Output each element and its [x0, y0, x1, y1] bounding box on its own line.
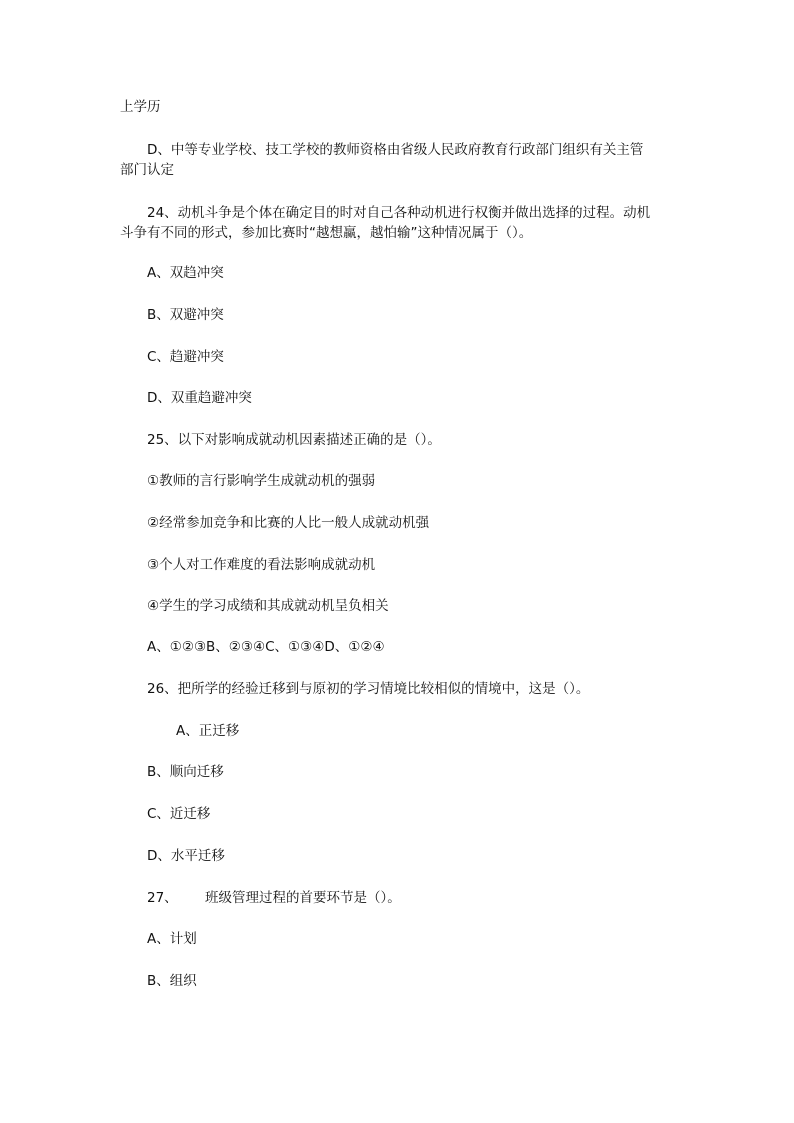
option-a: A、正迁移	[176, 723, 240, 739]
statement-2: ②经常参加竞争和比赛的人比一般人成就动机强	[147, 515, 430, 531]
options-line: A、①②③B、②③④C、①③④D、①②④	[147, 639, 385, 655]
option-d: D、水平迁移	[147, 848, 225, 864]
option-d: D、双重趋避冲突	[147, 390, 252, 406]
option-c: C、近迁移	[147, 806, 211, 822]
text-line: 上学历	[120, 99, 161, 115]
question-24: 24、动机斗争是个体在确定目的时对自己各种动机进行权衡并做出选择的过程。动机	[147, 205, 651, 221]
option-b: B、组织	[147, 973, 197, 989]
option-b: B、双避冲突	[147, 307, 224, 323]
question-25: 25、以下对影响成就动机因素描述正确的是（）。	[147, 432, 441, 448]
question-24-cont: 斗争有不同的形式，参加比赛时“越想赢，越怕输”这种情况属于（）。	[120, 225, 533, 241]
question-26: 26、把所学的经验迁移到与原初的学习情境比较相似的情境中，这是（）。	[147, 681, 590, 697]
statement-1: ①教师的言行影响学生成就动机的强弱	[147, 473, 376, 489]
option-a: A、双趋冲突	[147, 265, 224, 281]
option-d: D、中等专业学校、技工学校的教师资格由省级人民政府教育行政部门组织有关主管	[147, 142, 644, 158]
text-line: 部门认定	[120, 162, 174, 178]
option-c: C、趋避冲突	[147, 349, 224, 365]
question-27: 班级管理过程的首要环节是（）。	[205, 890, 401, 906]
statement-3: ③个人对工作难度的看法影响成就动机	[147, 557, 376, 573]
option-a: A、计划	[147, 931, 197, 947]
statement-4: ④学生的学习成绩和其成就动机呈负相关	[147, 598, 389, 614]
question-27-number: 27、	[147, 890, 178, 906]
option-b: B、顺向迁移	[147, 764, 224, 780]
